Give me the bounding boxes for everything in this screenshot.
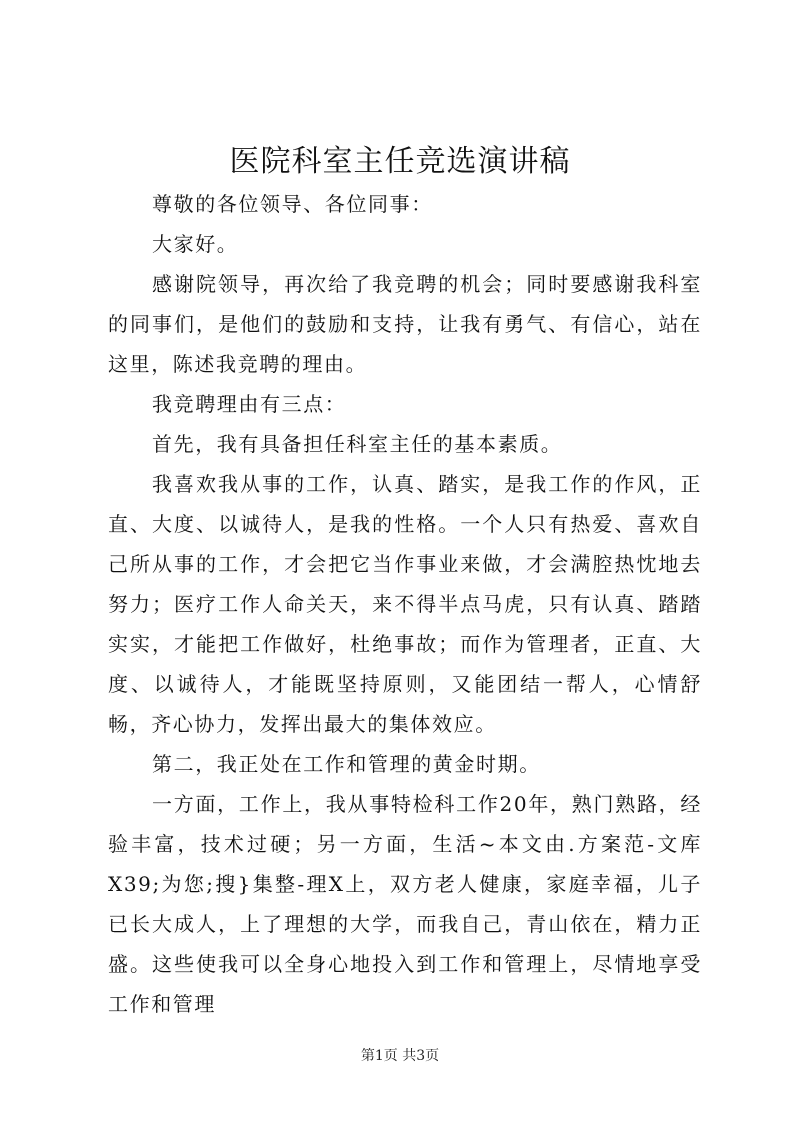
paragraph-first-point: 首先，我有具备担任科室主任的基本素质。 [152,432,563,456]
paragraph-second-detail: 一方面，工作上，我从事特检科工作20年，熟门熟路，经验丰富，技术过硬；另一方面，生活~本文由.方案范-文库X39;为您;搜}集整-理X上，双方老人健康，家庭幸福，儿子已长大成人，上了理想的大学，而我自己，青山依在，精力正盛。这些使我可以全身心地投入到工作和管理上，尽情地享受工作和管理 [108,792,702,1016]
paragraph-salutation: 尊敬的各位领导、各位同事： [152,192,433,216]
paragraph-second-point: 第二，我正处在工作和管理的黄金时期。 [152,752,541,776]
paragraph-first-detail: 我喜欢我从事的工作，认真、踏实，是我工作的作风，正直、大度、以诚待人，是我的性格。一个人只有热爱、喜欢自己所从事的工作，才会把它当作事业来做，才会满腔热忱地去努力；医疗工作人命关天，来不得半点马虎，只有认真、踏踏实实，才能把工作做好，杜绝事故；而作为管理者，正直、大度、以诚待人，才能既坚持原则，又能团结一帮人，心情舒畅，齐心协力，发挥出最大的集体效应。 [108,472,702,736]
paragraph-reasons-intro: 我竞聘理由有三点： [152,392,347,416]
document-title: 医院科室主任竞选演讲稿 [229,144,571,179]
document-body [108,184,702,1024]
page-footer: 第1页 共3页 [360,1048,440,1064]
paragraph-greeting: 大家好。 [152,232,239,256]
paragraph-thanks: 感谢院领导，再次给了我竞聘的机会；同时要感谢我科室的同事们，是他们的鼓励和支持，让我有勇气、有信心，站在这里，陈述我竞聘的理由。 [108,272,702,376]
